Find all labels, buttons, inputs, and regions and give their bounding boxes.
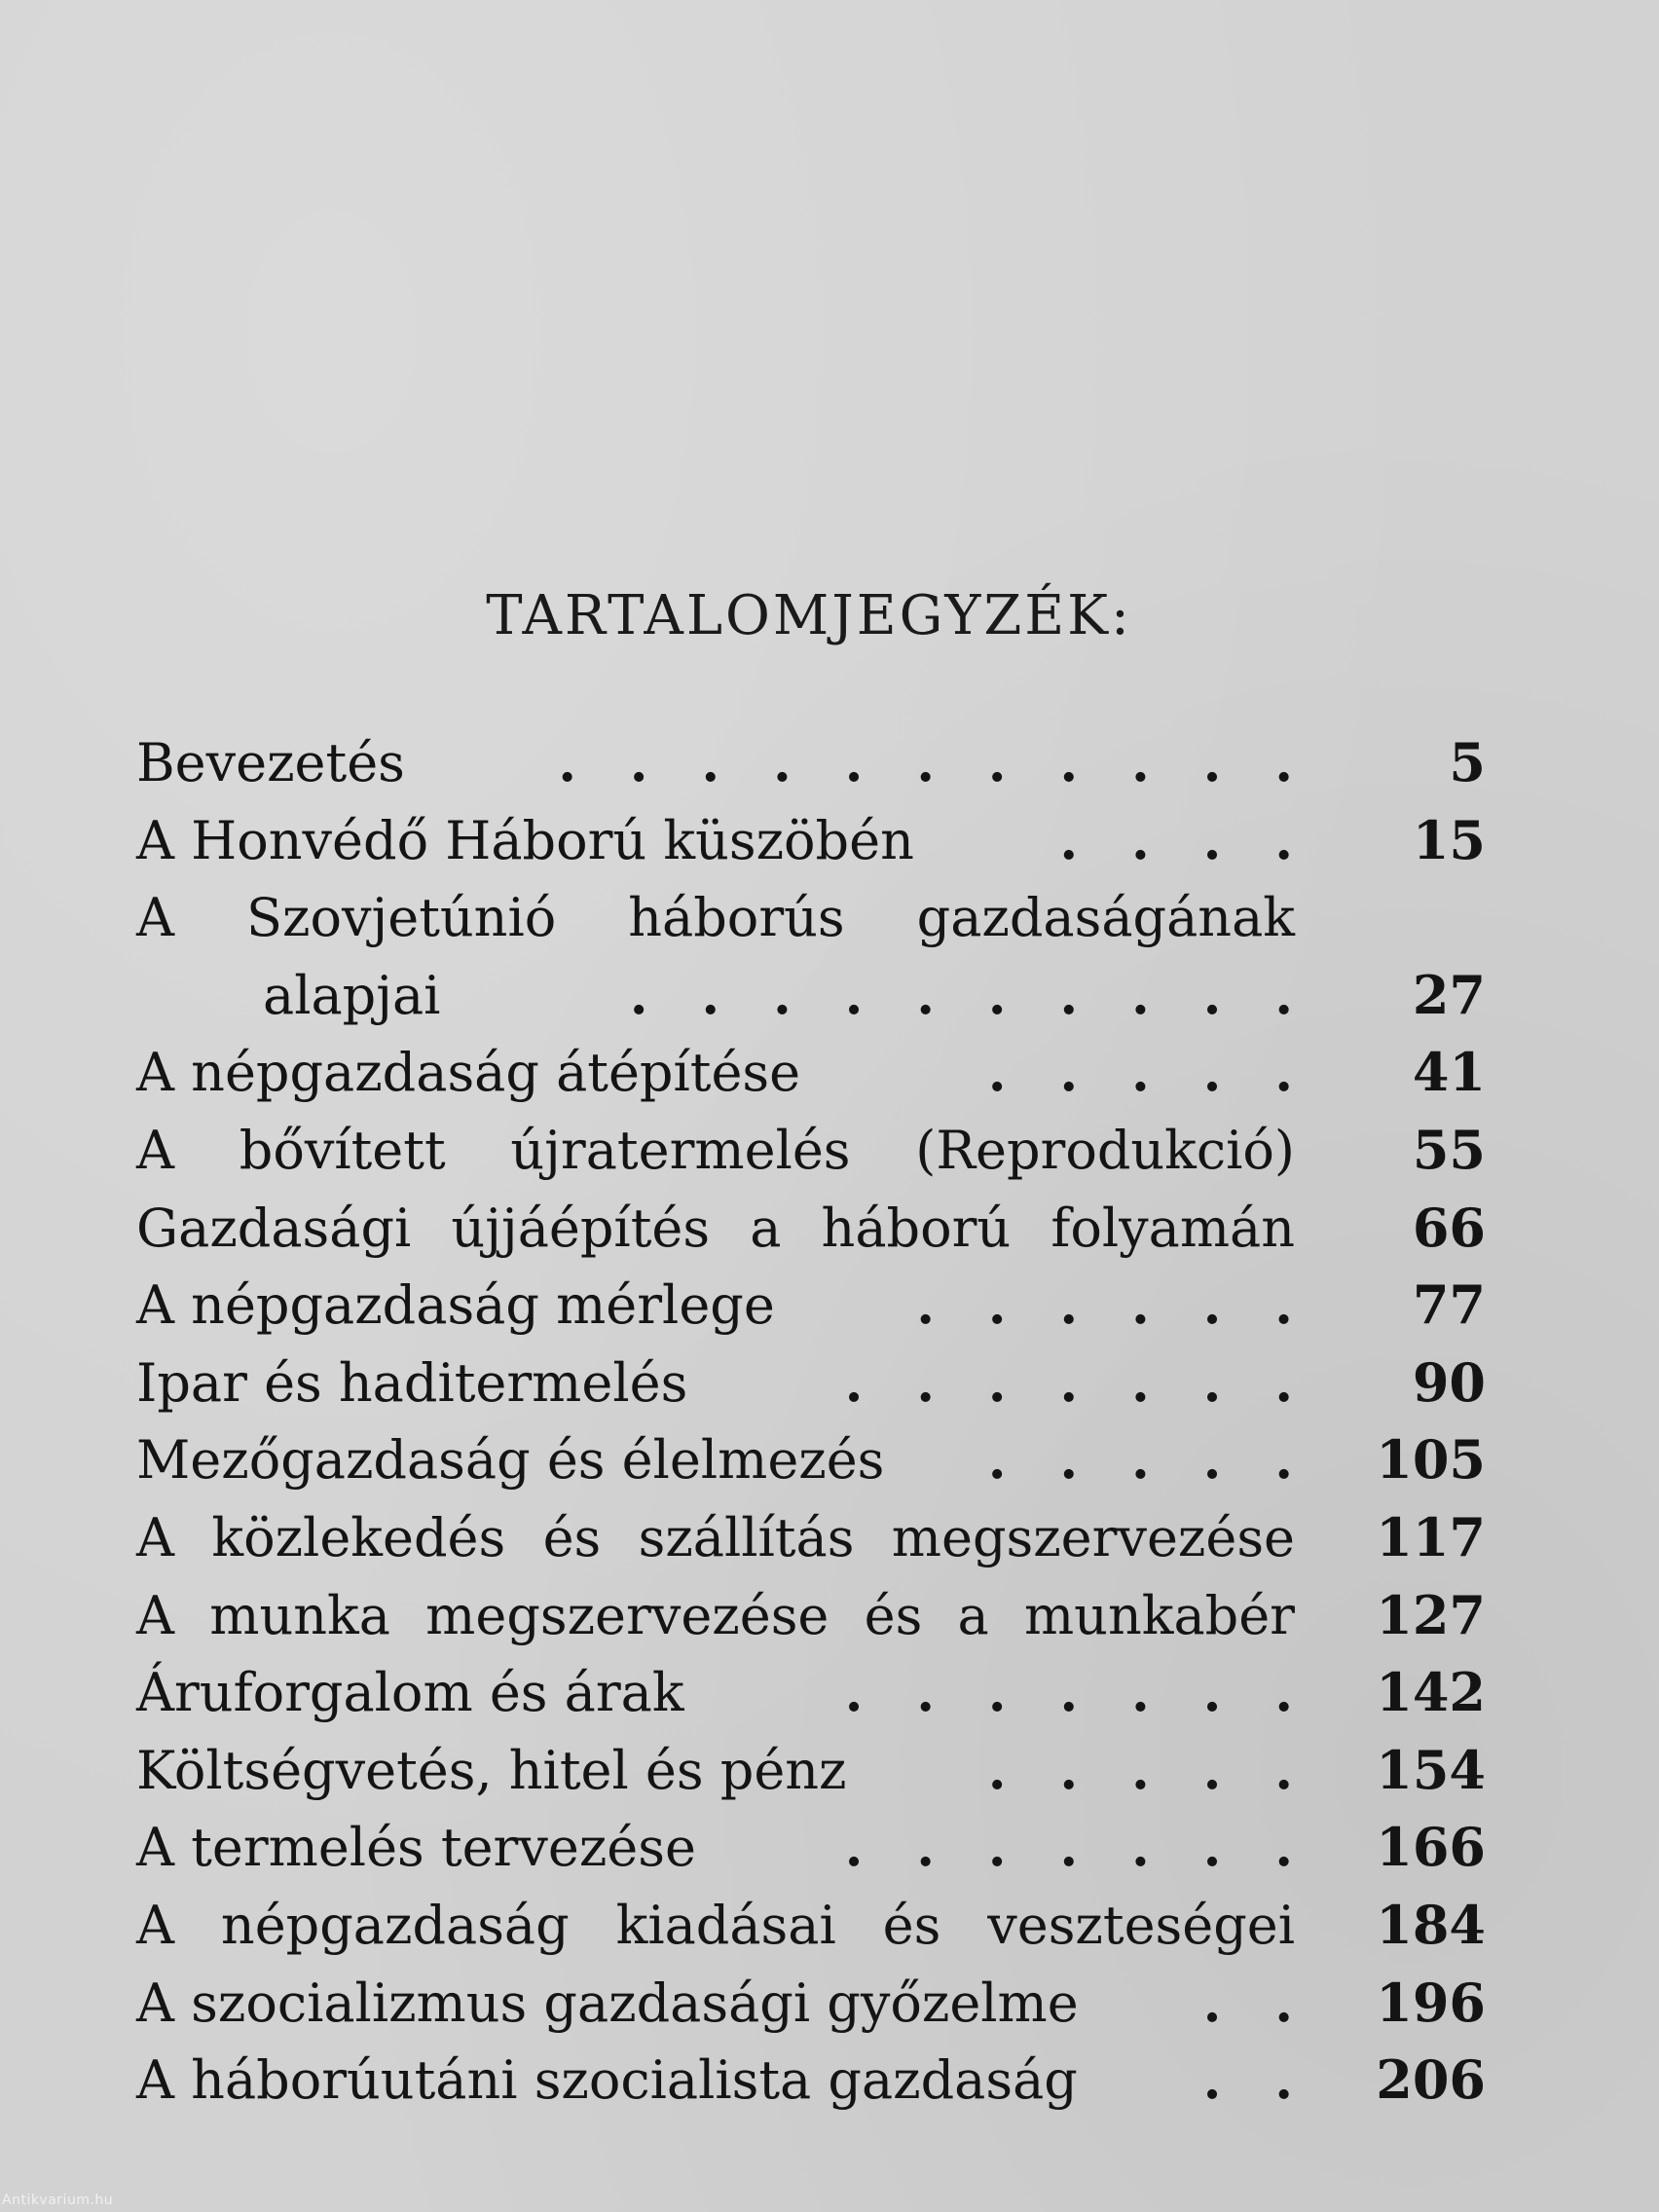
- toc-entry: [136, 1965, 1486, 2043]
- toc-entry: [136, 879, 1486, 957]
- toc-leader-dots: . . . . . . .: [844, 1661, 1310, 1724]
- toc-page-number: 142: [1376, 1661, 1486, 1724]
- toc-page-number: 77: [1412, 1273, 1486, 1337]
- toc-page-number: 206: [1376, 2048, 1486, 2112]
- toc-entry-text: A bővített újratermelés (Reprodukció): [136, 1119, 1295, 1181]
- toc-page-number: 5: [1449, 731, 1486, 793]
- toc-entry-text: A szocializmus gazdasági győzelme: [136, 1972, 1079, 2034]
- toc-page-number: 196: [1376, 1971, 1486, 2034]
- toc-entry: [136, 1809, 1486, 1887]
- toc-entry: [136, 1112, 1486, 1190]
- toc-entry: [136, 1732, 1486, 1810]
- toc-entry: [136, 1654, 1486, 1732]
- toc-leader-dots: . . . . . . . . . .: [629, 963, 1310, 1026]
- toc-entry-text: A Honvédő Háború küszöbén: [136, 809, 914, 871]
- toc-entry: [136, 1577, 1486, 1655]
- toc-page-number: 55: [1412, 1118, 1486, 1181]
- toc-entry: [136, 1421, 1486, 1499]
- toc-entry-text: A közlekedés és szállítás megszervezése: [136, 1506, 1295, 1568]
- toc-entry: [136, 802, 1486, 880]
- toc-page-number: 117: [1376, 1505, 1486, 1568]
- toc-entry: [136, 1499, 1486, 1577]
- toc-entry-text: A munka megszervezése és a munkabér: [136, 1584, 1295, 1646]
- toc-leader-dots: . . . . .: [987, 1041, 1310, 1104]
- toc-entry: [136, 1345, 1486, 1422]
- toc-entry-text: Áruforgalom és árak: [136, 1662, 684, 1724]
- toc-entry-text: A népgazdaság kiadásai és veszteségei: [136, 1894, 1295, 1956]
- toc-page-number: 184: [1376, 1893, 1486, 1956]
- toc-page-number: 15: [1412, 808, 1486, 871]
- toc-page-number: 105: [1376, 1428, 1486, 1492]
- toc-leader-dots: . . . .: [1059, 808, 1310, 871]
- toc-page-number: 90: [1412, 1350, 1486, 1414]
- toc-leader-dots: . . . . . . .: [844, 1350, 1310, 1414]
- toc-entry: [136, 1887, 1486, 1965]
- toc-entry: [136, 724, 1486, 802]
- toc-leader-dots: . .: [1202, 2048, 1310, 2112]
- toc-entry-text: A Szovjetúnió háborús gazdaságának: [136, 887, 1295, 949]
- toc-page-number: 66: [1412, 1196, 1486, 1259]
- toc-page-number: 127: [1376, 1583, 1486, 1646]
- toc-entry-text: Mezőgazdaság és élelmezés: [136, 1429, 885, 1492]
- toc-entry-continuation: [136, 957, 1486, 1035]
- toc-leader-dots: . . . . .: [987, 1738, 1310, 1801]
- toc-entry: [136, 1190, 1486, 1268]
- toc-entry: [136, 1267, 1486, 1345]
- toc-entry-text: A népgazdaság mérlege: [136, 1274, 775, 1337]
- toc-leader-dots: . . . . . .: [916, 1273, 1310, 1337]
- toc-leader-dots: . . . . . . . . . . .: [558, 731, 1310, 793]
- toc-entry-text: A termelés tervezése: [136, 1817, 696, 1879]
- toc-entry: [136, 2042, 1486, 2120]
- watermark: Antikvarium.hu: [2, 2193, 114, 2208]
- toc-page-number: 41: [1412, 1041, 1486, 1104]
- toc-entry-text: A háborúutáni szocialista gazdaság: [136, 2049, 1078, 2112]
- toc-entry-text: A népgazdaság átépítése: [136, 1042, 801, 1104]
- toc-page-number: 166: [1376, 1816, 1486, 1879]
- toc-entry-text: Ipar és haditermelés: [136, 1351, 688, 1414]
- toc-entry-text: alapjai: [263, 964, 441, 1026]
- toc-page-number: 27: [1412, 963, 1486, 1026]
- toc-entry-text: Bevezetés: [136, 732, 405, 793]
- toc-entry-text: Költségvetés, hitel és pénz: [136, 1739, 847, 1801]
- toc-entry-text: Gazdasági újjáépítés a háború folyamán: [136, 1197, 1295, 1259]
- toc-leader-dots: . .: [1202, 1971, 1310, 2034]
- toc-leader-dots: . . . . .: [987, 1428, 1310, 1492]
- page-title: TARTALOMJEGYZÉK:: [486, 584, 1132, 647]
- toc-entry: [136, 1034, 1486, 1112]
- table-of-contents: [136, 724, 1486, 2120]
- toc-leader-dots: . . . . . . .: [844, 1816, 1310, 1879]
- toc-page-number: 154: [1376, 1738, 1486, 1801]
